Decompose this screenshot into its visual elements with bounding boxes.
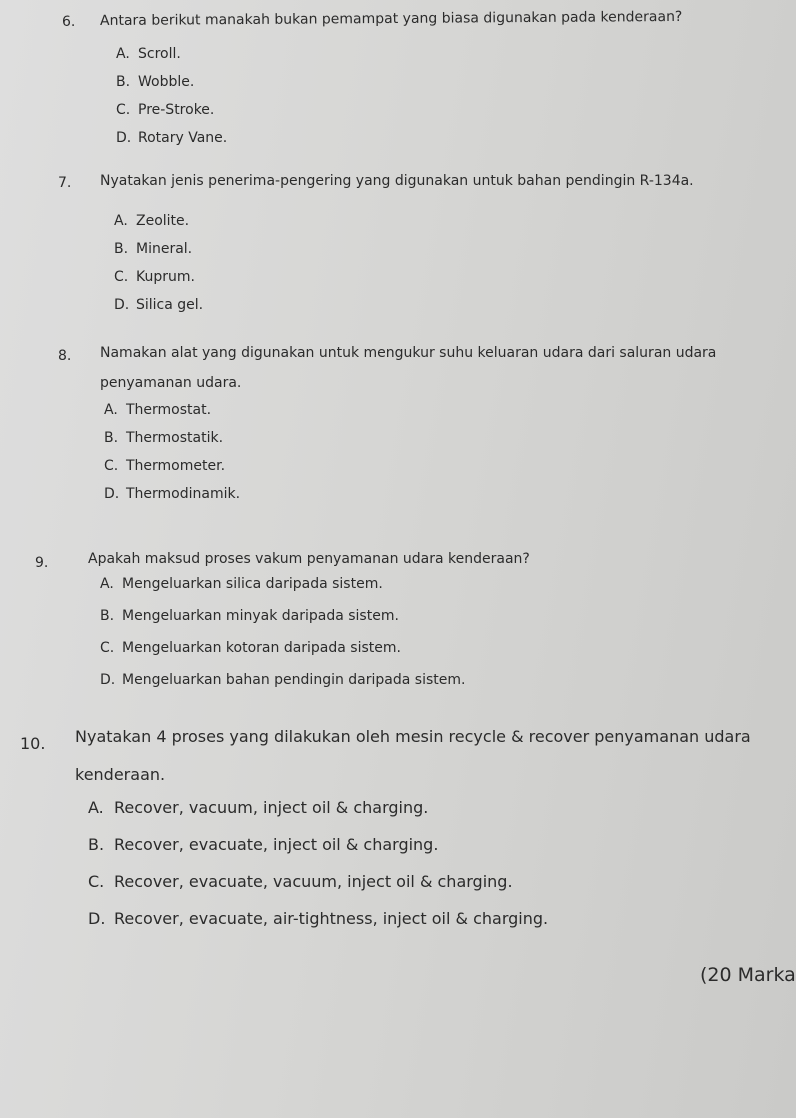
option-c[interactable]: C. Pre-Stroke. — [116, 102, 215, 118]
option-list — [100, 576, 465, 704]
question-text: Nyatakan jenis penerima-pengering yang digunakan untuk bahan pendingin R-134a. — [100, 173, 694, 189]
option-c[interactable]: C. Kuprum. — [114, 269, 195, 285]
option-b[interactable]: B. Thermostatik. — [104, 430, 224, 446]
option-a[interactable]: A. Recover, vacuum, inject oil & charging. — [88, 798, 429, 817]
option-a[interactable]: A. Zeolite. — [114, 213, 190, 229]
option-b[interactable]: B. Recover, evacuate, inject oil & charging. — [88, 835, 439, 854]
option-d[interactable]: D. Thermodinamik. — [104, 486, 241, 502]
option-b[interactable]: B. Mengeluarkan minyak daripada sistem. — [100, 608, 399, 624]
option-list — [114, 213, 203, 325]
option-b[interactable]: B. Mineral. — [114, 241, 193, 257]
option-c[interactable]: C. Thermometer. — [104, 458, 226, 474]
option-b[interactable]: B. Wobble. — [116, 74, 195, 90]
question-text-line-1: Namakan alat yang digunakan untuk mengukur suhu keluaran udara dari saluran udara — [100, 345, 717, 361]
question-text-line-2: penyamanan udara. — [100, 375, 242, 391]
question-number: 7. — [58, 175, 72, 191]
question-number: 6. — [62, 14, 76, 30]
option-list — [104, 402, 240, 514]
option-a[interactable]: A. Scroll. — [116, 46, 181, 62]
question-text-line-1: Nyatakan 4 proses yang dilakukan oleh mesin recycle & recover penyamanan udara — [75, 727, 751, 746]
question-number: 8. — [58, 348, 72, 364]
option-list — [116, 46, 227, 158]
option-d[interactable]: D. Silica gel. — [114, 297, 204, 313]
option-a[interactable]: A. Thermostat. — [104, 402, 212, 418]
option-list — [88, 798, 548, 946]
question-number: 10. — [20, 734, 46, 753]
question-text-line-2: kenderaan. — [75, 765, 166, 784]
option-d[interactable]: D. Mengeluarkan bahan pendingin daripada sistem. — [100, 672, 466, 688]
option-d[interactable]: D. Recover, evacuate, air-tightness, inject oil & charging. — [88, 909, 549, 928]
total-marks: (20 Marka — [700, 964, 796, 986]
question-text: Apakah maksud proses vakum penyamanan udara kenderaan? — [88, 551, 530, 567]
option-c[interactable]: C. Recover, evacuate, vacuum, inject oil & charging. — [88, 872, 513, 891]
option-c[interactable]: C. Mengeluarkan kotoran daripada sistem. — [100, 640, 401, 656]
question-number: 9. — [35, 555, 49, 571]
question-text: Antara berikut manakah bukan pemampat yang biasa digunakan pada kenderaan? — [99, 8, 683, 29]
option-a[interactable]: A. Mengeluarkan silica daripada sistem. — [100, 576, 383, 592]
option-d[interactable]: D. Rotary Vane. — [116, 130, 228, 146]
